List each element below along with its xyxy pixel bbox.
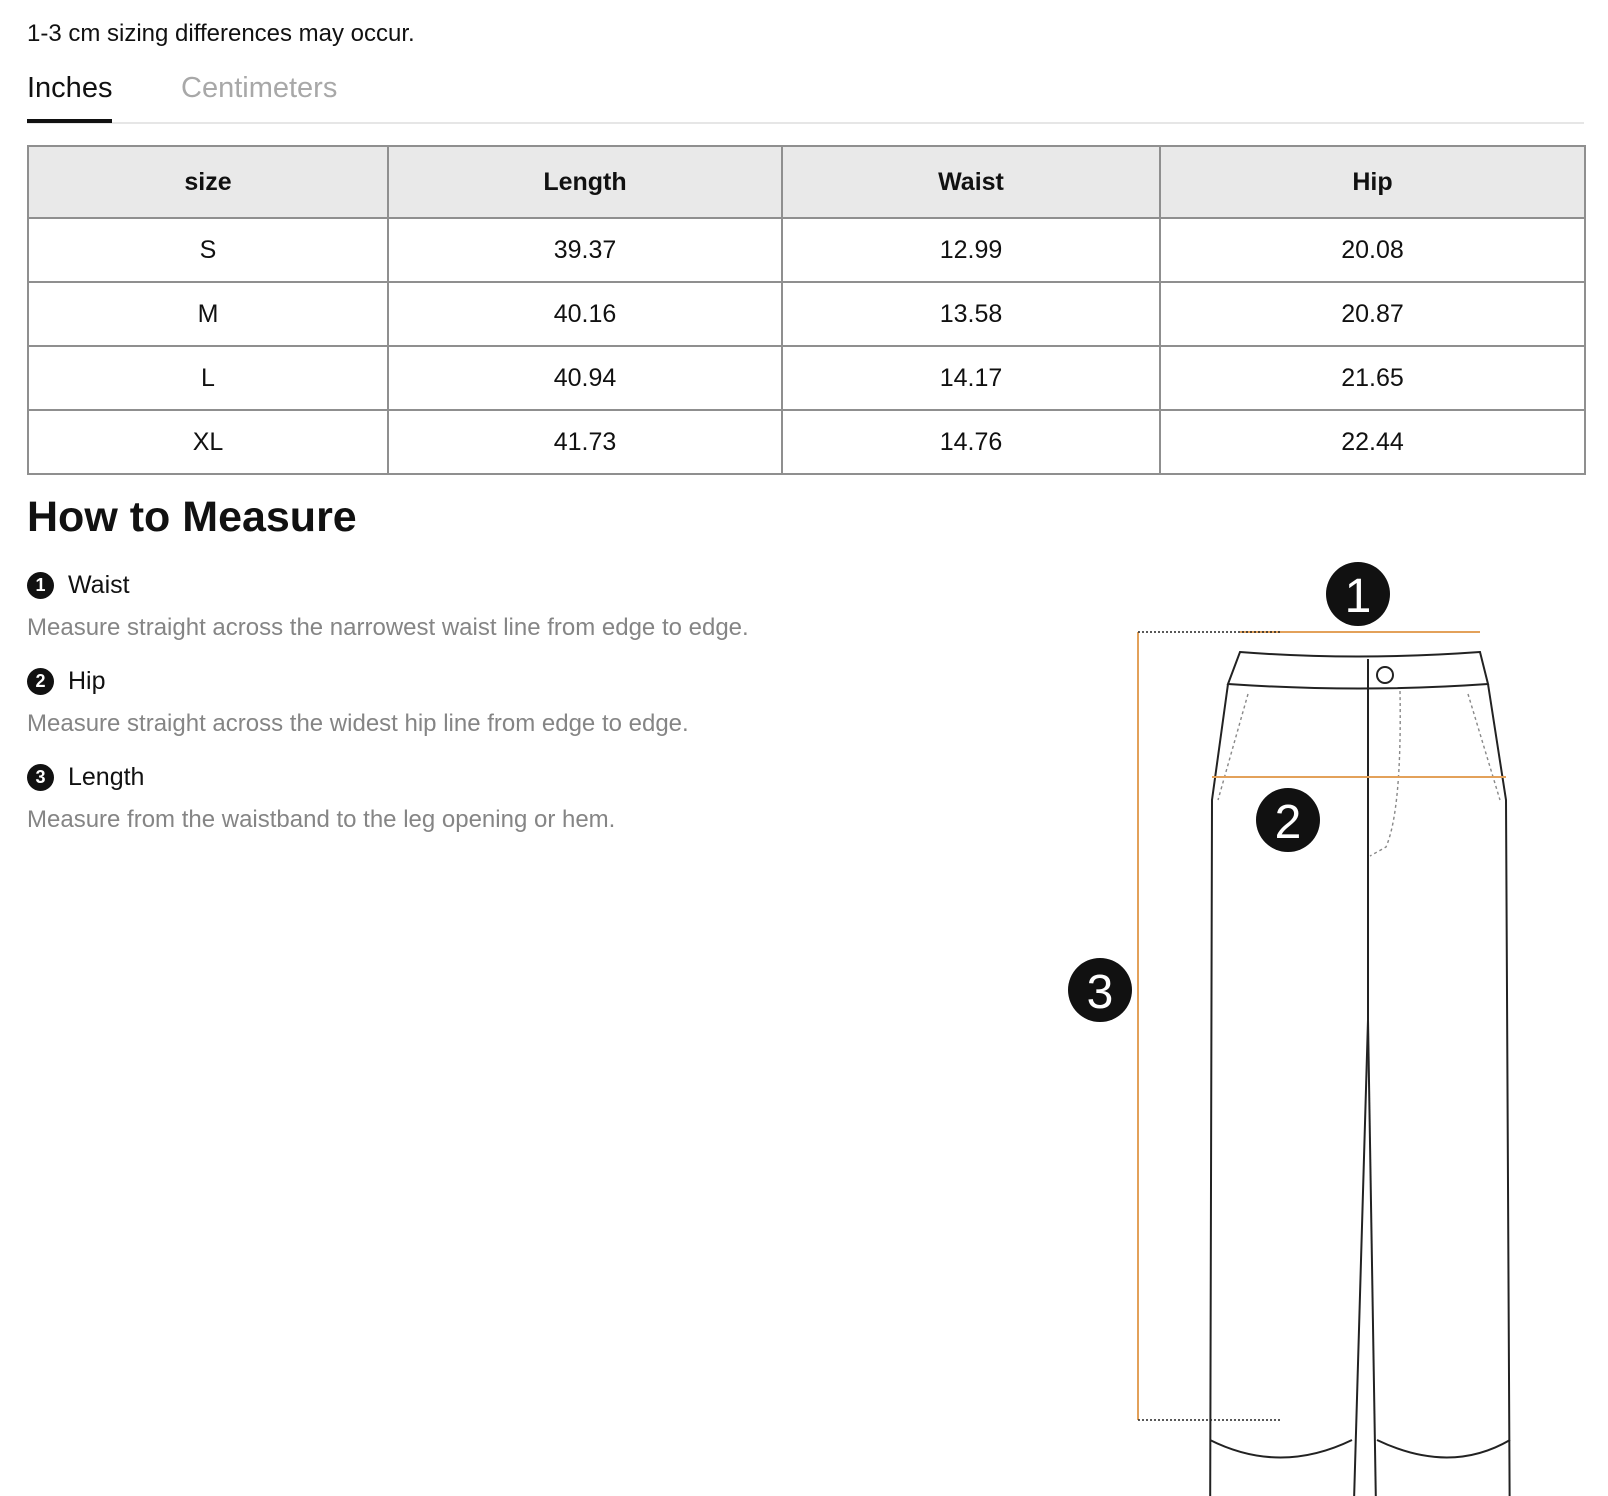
marker-3 [1068,958,1132,1022]
cell-hip: 20.87 [1160,282,1585,346]
table-row [28,218,1585,282]
cell-waist: 12.99 [782,218,1160,282]
measure-label-waist: Waist [68,570,130,599]
measure-label-length: Length [68,762,145,791]
svg-text:2: 2 [1274,796,1302,849]
marker-2 [1256,788,1320,852]
size-chart-table [27,145,1586,475]
cell-waist: 14.76 [782,410,1160,474]
pants-measurement-diagram [1086,570,1590,1470]
measure-desc-length: Measure from the waistband to the leg opening or hem. [27,806,616,833]
cell-length: 40.16 [388,282,782,346]
svg-text:3: 3 [1086,966,1114,1019]
unit-tabs [27,68,1584,124]
tab-inches[interactable]: Inches [27,72,112,123]
table-row [28,346,1585,410]
measure-item-length [27,760,615,834]
sizing-note: 1-3 cm sizing differences may occur. [27,20,415,47]
header-waist: Waist [782,146,1160,218]
number-badge-1: 1 [27,572,54,599]
table-header-row [28,146,1585,218]
how-to-measure-title: How to Measure [27,493,357,541]
number-badge-2: 2 [27,668,54,695]
cell-length: 41.73 [388,410,782,474]
cell-waist: 14.17 [782,346,1160,410]
tab-centimeters[interactable]: Centimeters [181,72,338,104]
cell-hip: 22.44 [1160,410,1585,474]
header-size: size [28,146,388,218]
cell-size: S [28,218,388,282]
table-row [28,282,1585,346]
measure-desc-waist: Measure straight across the narrowest waist line from edge to edge. [27,614,749,641]
measure-item-waist [27,568,749,642]
cell-waist: 13.58 [782,282,1160,346]
header-hip: Hip [1160,146,1585,218]
table-row [28,410,1585,474]
measure-label-hip: Hip [68,666,106,695]
cell-size: M [28,282,388,346]
pants-outline [1210,652,1510,1496]
cell-length: 39.37 [388,218,782,282]
cell-length: 40.94 [388,346,782,410]
cell-hip: 21.65 [1160,346,1585,410]
cell-size: L [28,346,388,410]
dotted-guides [1138,632,1280,1420]
marker-1 [1326,562,1390,626]
cell-size: XL [28,410,388,474]
svg-text:1: 1 [1344,570,1372,623]
number-badge-3: 3 [27,764,54,791]
measure-desc-hip: Measure straight across the widest hip line from edge to edge. [27,710,689,737]
measure-item-hip [27,664,689,738]
measurement-lines [1138,632,1506,1420]
cell-hip: 20.08 [1160,218,1585,282]
pants-hem [1210,1440,1510,1458]
header-length: Length [388,146,782,218]
